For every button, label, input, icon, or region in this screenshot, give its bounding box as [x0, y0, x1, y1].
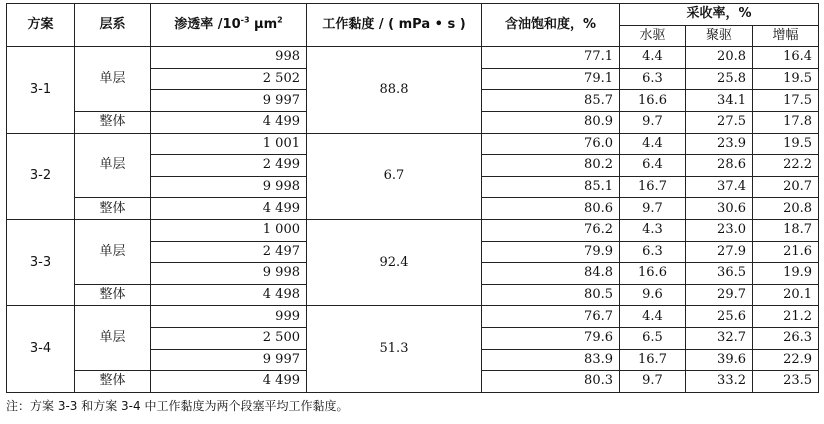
permeability-cell: 2 502 [151, 68, 307, 90]
saturation-cell: 80.2 [482, 155, 620, 177]
water-drive-cell: 9.7 [620, 111, 686, 133]
table-row [7, 133, 819, 155]
layer-cell: 单层 [75, 219, 151, 284]
header-recovery: 采收率，% [620, 4, 819, 26]
saturation-cell: 80.5 [482, 284, 620, 306]
increase-cell: 23.5 [753, 371, 819, 393]
saturation-cell: 85.7 [482, 90, 620, 112]
saturation-cell: 76.7 [482, 306, 620, 328]
saturation-cell: 80.6 [482, 198, 620, 220]
water-drive-cell: 16.7 [620, 349, 686, 371]
header-permeability: 渗透率 $/10^{-3}$ $\mu m^2$ [151, 4, 307, 47]
increase-cell: 21.2 [753, 306, 819, 328]
water-drive-cell: 6.3 [620, 241, 686, 263]
water-drive-cell: 6.3 [620, 68, 686, 90]
permeability-cell: 999 [151, 306, 307, 328]
water-drive-cell: 16.6 [620, 90, 686, 112]
water-drive-cell: 9.7 [620, 198, 686, 220]
header-layer: 层系 [75, 4, 151, 47]
saturation-cell: 85.1 [482, 176, 620, 198]
table-note: 注：方案 3-3 和方案 3-4 中工作黏度为两个段塞平均工作黏度。 [6, 398, 349, 413]
polymer-drive-cell: 30.6 [686, 198, 753, 220]
permeability-cell: 9 997 [151, 349, 307, 371]
increase-cell: 19.5 [753, 133, 819, 155]
polymer-drive-cell: 32.7 [686, 327, 753, 349]
saturation-cell: 84.8 [482, 263, 620, 285]
scheme-cell: 3-3 [7, 219, 75, 305]
increase-cell: 22.2 [753, 155, 819, 177]
permeability-cell: 9 997 [151, 90, 307, 112]
layer-cell: 单层 [75, 306, 151, 371]
polymer-drive-cell: 36.5 [686, 263, 753, 285]
saturation-cell: 83.9 [482, 349, 620, 371]
scheme-cell: 3-1 [7, 47, 75, 133]
increase-cell: 20.1 [753, 284, 819, 306]
layer-cell: 单层 [75, 133, 151, 198]
document-page [6, 3, 818, 414]
saturation-cell: 76.2 [482, 219, 620, 241]
polymer-drive-cell: 37.4 [686, 176, 753, 198]
polymer-drive-cell: 39.6 [686, 349, 753, 371]
water-drive-cell: 16.6 [620, 263, 686, 285]
saturation-cell: 76.0 [482, 133, 620, 155]
increase-cell: 19.9 [753, 263, 819, 285]
layer-cell: 整体 [75, 198, 151, 220]
saturation-cell: 80.3 [482, 371, 620, 393]
saturation-cell: 77.1 [482, 47, 620, 69]
table-row [7, 219, 819, 241]
permeability-cell: 2 500 [151, 327, 307, 349]
viscosity-cell: 51.3 [307, 306, 482, 392]
polymer-drive-cell: 34.1 [686, 90, 753, 112]
increase-cell: 26.3 [753, 327, 819, 349]
layer-cell: 整体 [75, 371, 151, 393]
polymer-drive-cell: 23.9 [686, 133, 753, 155]
layer-cell: 整体 [75, 111, 151, 133]
permeability-cell: 4 498 [151, 284, 307, 306]
table-body [7, 47, 819, 393]
recovery-table [6, 3, 819, 393]
polymer-drive-cell: 28.6 [686, 155, 753, 177]
polymer-drive-cell: 20.8 [686, 47, 753, 69]
viscosity-cell: 88.8 [307, 47, 482, 133]
permeability-cell: 1 000 [151, 219, 307, 241]
permeability-cell: 2 497 [151, 241, 307, 263]
header-polymer: 聚驱 [686, 25, 753, 47]
permeability-cell: 4 499 [151, 198, 307, 220]
table-header [7, 4, 819, 47]
water-drive-cell: 6.5 [620, 327, 686, 349]
increase-cell: 17.8 [753, 111, 819, 133]
header-increase: 增幅 [753, 25, 819, 47]
polymer-drive-cell: 29.7 [686, 284, 753, 306]
permeability-cell: 9 998 [151, 176, 307, 198]
saturation-cell: 80.9 [482, 111, 620, 133]
water-drive-cell: 6.4 [620, 155, 686, 177]
header-water: 水驱 [620, 25, 686, 47]
increase-cell: 18.7 [753, 219, 819, 241]
permeability-cell: 2 499 [151, 155, 307, 177]
layer-cell: 单层 [75, 47, 151, 112]
saturation-cell: 79.6 [482, 327, 620, 349]
viscosity-cell: 92.4 [307, 219, 482, 305]
polymer-drive-cell: 25.8 [686, 68, 753, 90]
increase-cell: 22.9 [753, 349, 819, 371]
saturation-cell: 79.9 [482, 241, 620, 263]
increase-cell: 19.5 [753, 68, 819, 90]
increase-cell: 17.5 [753, 90, 819, 112]
header-scheme: 方案 [7, 4, 75, 47]
water-drive-cell: 9.7 [620, 371, 686, 393]
polymer-drive-cell: 23.0 [686, 219, 753, 241]
water-drive-cell: 9.6 [620, 284, 686, 306]
permeability-cell: 4 499 [151, 371, 307, 393]
table-row [7, 306, 819, 328]
table-row [7, 47, 819, 69]
polymer-drive-cell: 25.6 [686, 306, 753, 328]
water-drive-cell: 4.3 [620, 219, 686, 241]
water-drive-cell: 4.4 [620, 306, 686, 328]
permeability-cell: 4 499 [151, 111, 307, 133]
saturation-cell: 79.1 [482, 68, 620, 90]
increase-cell: 16.4 [753, 47, 819, 69]
viscosity-cell: 6.7 [307, 133, 482, 219]
increase-cell: 21.6 [753, 241, 819, 263]
scheme-cell: 3-2 [7, 133, 75, 219]
increase-cell: 20.7 [753, 176, 819, 198]
scheme-cell: 3-4 [7, 306, 75, 392]
polymer-drive-cell: 27.9 [686, 241, 753, 263]
water-drive-cell: 16.7 [620, 176, 686, 198]
increase-cell: 20.8 [753, 198, 819, 220]
permeability-cell: 9 998 [151, 263, 307, 285]
header-saturation: 含油饱和度，% [482, 4, 620, 47]
polymer-drive-cell: 27.5 [686, 111, 753, 133]
permeability-cell: 998 [151, 47, 307, 69]
permeability-cell: 1 001 [151, 133, 307, 155]
water-drive-cell: 4.4 [620, 133, 686, 155]
header-viscosity: 工作黏度 / ( mPa • s ) [307, 4, 482, 47]
water-drive-cell: 4.4 [620, 47, 686, 69]
polymer-drive-cell: 33.2 [686, 371, 753, 393]
layer-cell: 整体 [75, 284, 151, 306]
